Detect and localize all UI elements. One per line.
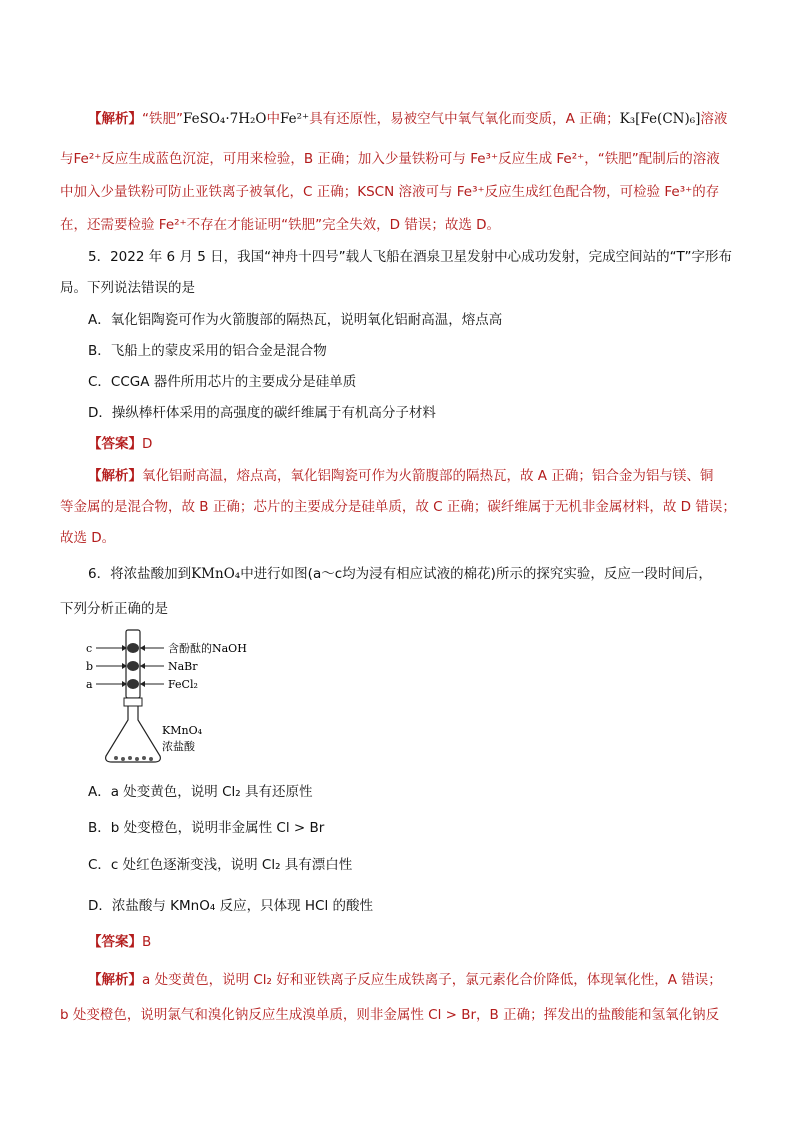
reagent-c: 含酚酞的NaOH [168, 642, 247, 655]
text: 氧化铝耐高温，熔点高，氧化铝陶瓷可作为火箭腹部的隔热瓦，故 A 正确；铝合金为铝与镁、铜 [142, 468, 714, 484]
q5-answer [88, 435, 152, 453]
answer-value: B [142, 934, 152, 950]
text: “铁肥” [142, 111, 183, 127]
q5-analysis-line-1 [88, 467, 713, 485]
q5-option-b: B．飞船上的蒙皮采用的铝合金是混合物 [88, 343, 327, 359]
cotton-a [127, 679, 139, 689]
q6-option-d: D．浓盐酸与 KMnO₄ 反应，只体现 HCl 的酸性 [88, 898, 373, 914]
q6-option-b: B．b 处变橙色，说明非金属性 Cl > Br [88, 820, 325, 836]
cotton-b [127, 661, 139, 671]
answer-tag: 【答案】 [88, 934, 142, 950]
q4-analysis-line-3: 中加入少量铁粉可防止亚铁离子被氧化，C 正确；KSCN 溶液可与 Fe³⁺反应生成红色配合物，可检验 Fe³⁺的存 [60, 184, 720, 200]
formula: K₃[Fe(CN)₆] [619, 111, 701, 127]
q4-analysis-line-1 [88, 110, 727, 128]
kmno4-solid [114, 756, 153, 761]
q6-analysis-line-1 [88, 971, 722, 989]
q6-answer [88, 933, 151, 951]
label-c: c [86, 642, 93, 655]
stopper [124, 698, 142, 706]
reagent-a: FeCl₂ [168, 678, 198, 691]
flask-label-2: 浓盐酸 [162, 740, 195, 753]
analysis-tag: 【解析】 [88, 972, 142, 988]
q5-analysis-line-3: 故选 D。 [60, 530, 116, 546]
text: 溶液 [700, 111, 728, 127]
text: 中进行如图(a～c均为浸有相应试液的棉花)所示的探究实验，反应一段时间后， [240, 566, 712, 582]
q5-option-d: D．操纵棒杆体采用的高强度的碳纤维属于有机高分子材料 [88, 405, 436, 421]
q6-option-a: A．a 处变黄色，说明 Cl₂ 具有还原性 [88, 784, 313, 800]
text: a 处变黄色，说明 Cl₂ 好和亚铁离子反应生成铁离子，氯元素化合价降低，体现氧化性，A 错误； [142, 972, 722, 988]
q4-analysis-line-4: 在，还需要检验 Fe²⁺不存在才能证明“铁肥”完全失效，D 错误；故选 D。 [60, 217, 501, 233]
formula: KMnO₄ [191, 566, 241, 582]
apparatus-figure [84, 628, 274, 768]
q5-analysis-line-2: 等金属的是混合物，故 B 正确；芯片的主要成分是硅单质，故 C 正确；碳纤维属于无机非金属材料，故 D 错误； [60, 499, 736, 515]
q5-stem-line-1: 5．2022 年 6 月 5 日，我国“神舟十四号”载人飞船在酒泉卫星发射中心成功发射，完成空间站的“T”字形布 [88, 249, 733, 265]
analysis-tag: 【解析】 [88, 111, 142, 127]
formula: Fe²⁺ [279, 111, 310, 127]
q5-option-a: A．氧化铝陶瓷可作为火箭腹部的隔热瓦，说明氧化铝耐高温，熔点高 [88, 312, 503, 328]
q5-option-c: C．CCGA 器件所用芯片的主要成分是硅单质 [88, 374, 357, 390]
q6-option-c: C．c 处红色逐渐变浅，说明 Cl₂ 具有漂白性 [88, 857, 353, 873]
label-b: b [86, 660, 94, 673]
answer-value: D [142, 436, 153, 452]
q6-stem-line-2: 下列分析正确的是 [60, 601, 168, 617]
flask [106, 706, 161, 762]
text: 中 [266, 111, 280, 127]
analysis-tag: 【解析】 [88, 468, 142, 484]
q5-stem-line-2: 局。下列说法错误的是 [60, 280, 195, 296]
q4-analysis-line-2: 与Fe²⁺反应生成蓝色沉淀，可用来检验，B 正确；加入少量铁粉可与 Fe³⁺反应生成 Fe²⁺，“铁肥”配制后的溶液 [60, 151, 720, 167]
label-a: a [86, 678, 93, 691]
flask-label-1: KMnO₄ [162, 724, 202, 737]
cotton-c [127, 643, 139, 653]
q6-analysis-line-2: b 处变橙色，说明氯气和溴化钠反应生成溴单质，则非金属性 Cl > Br，B 正确；挥发出的盐酸能和氢氧化钠反 [60, 1007, 720, 1023]
q6-stem-line-1 [88, 565, 712, 583]
formula: FeSO₄·7H₂O [183, 111, 267, 127]
answer-tag: 【答案】 [88, 436, 142, 452]
text: 6．将浓盐酸加到 [88, 566, 192, 582]
reagent-b: NaBr [168, 660, 198, 673]
text: 具有还原性，易被空气中氧气氧化而变质，A 正确； [309, 111, 620, 127]
